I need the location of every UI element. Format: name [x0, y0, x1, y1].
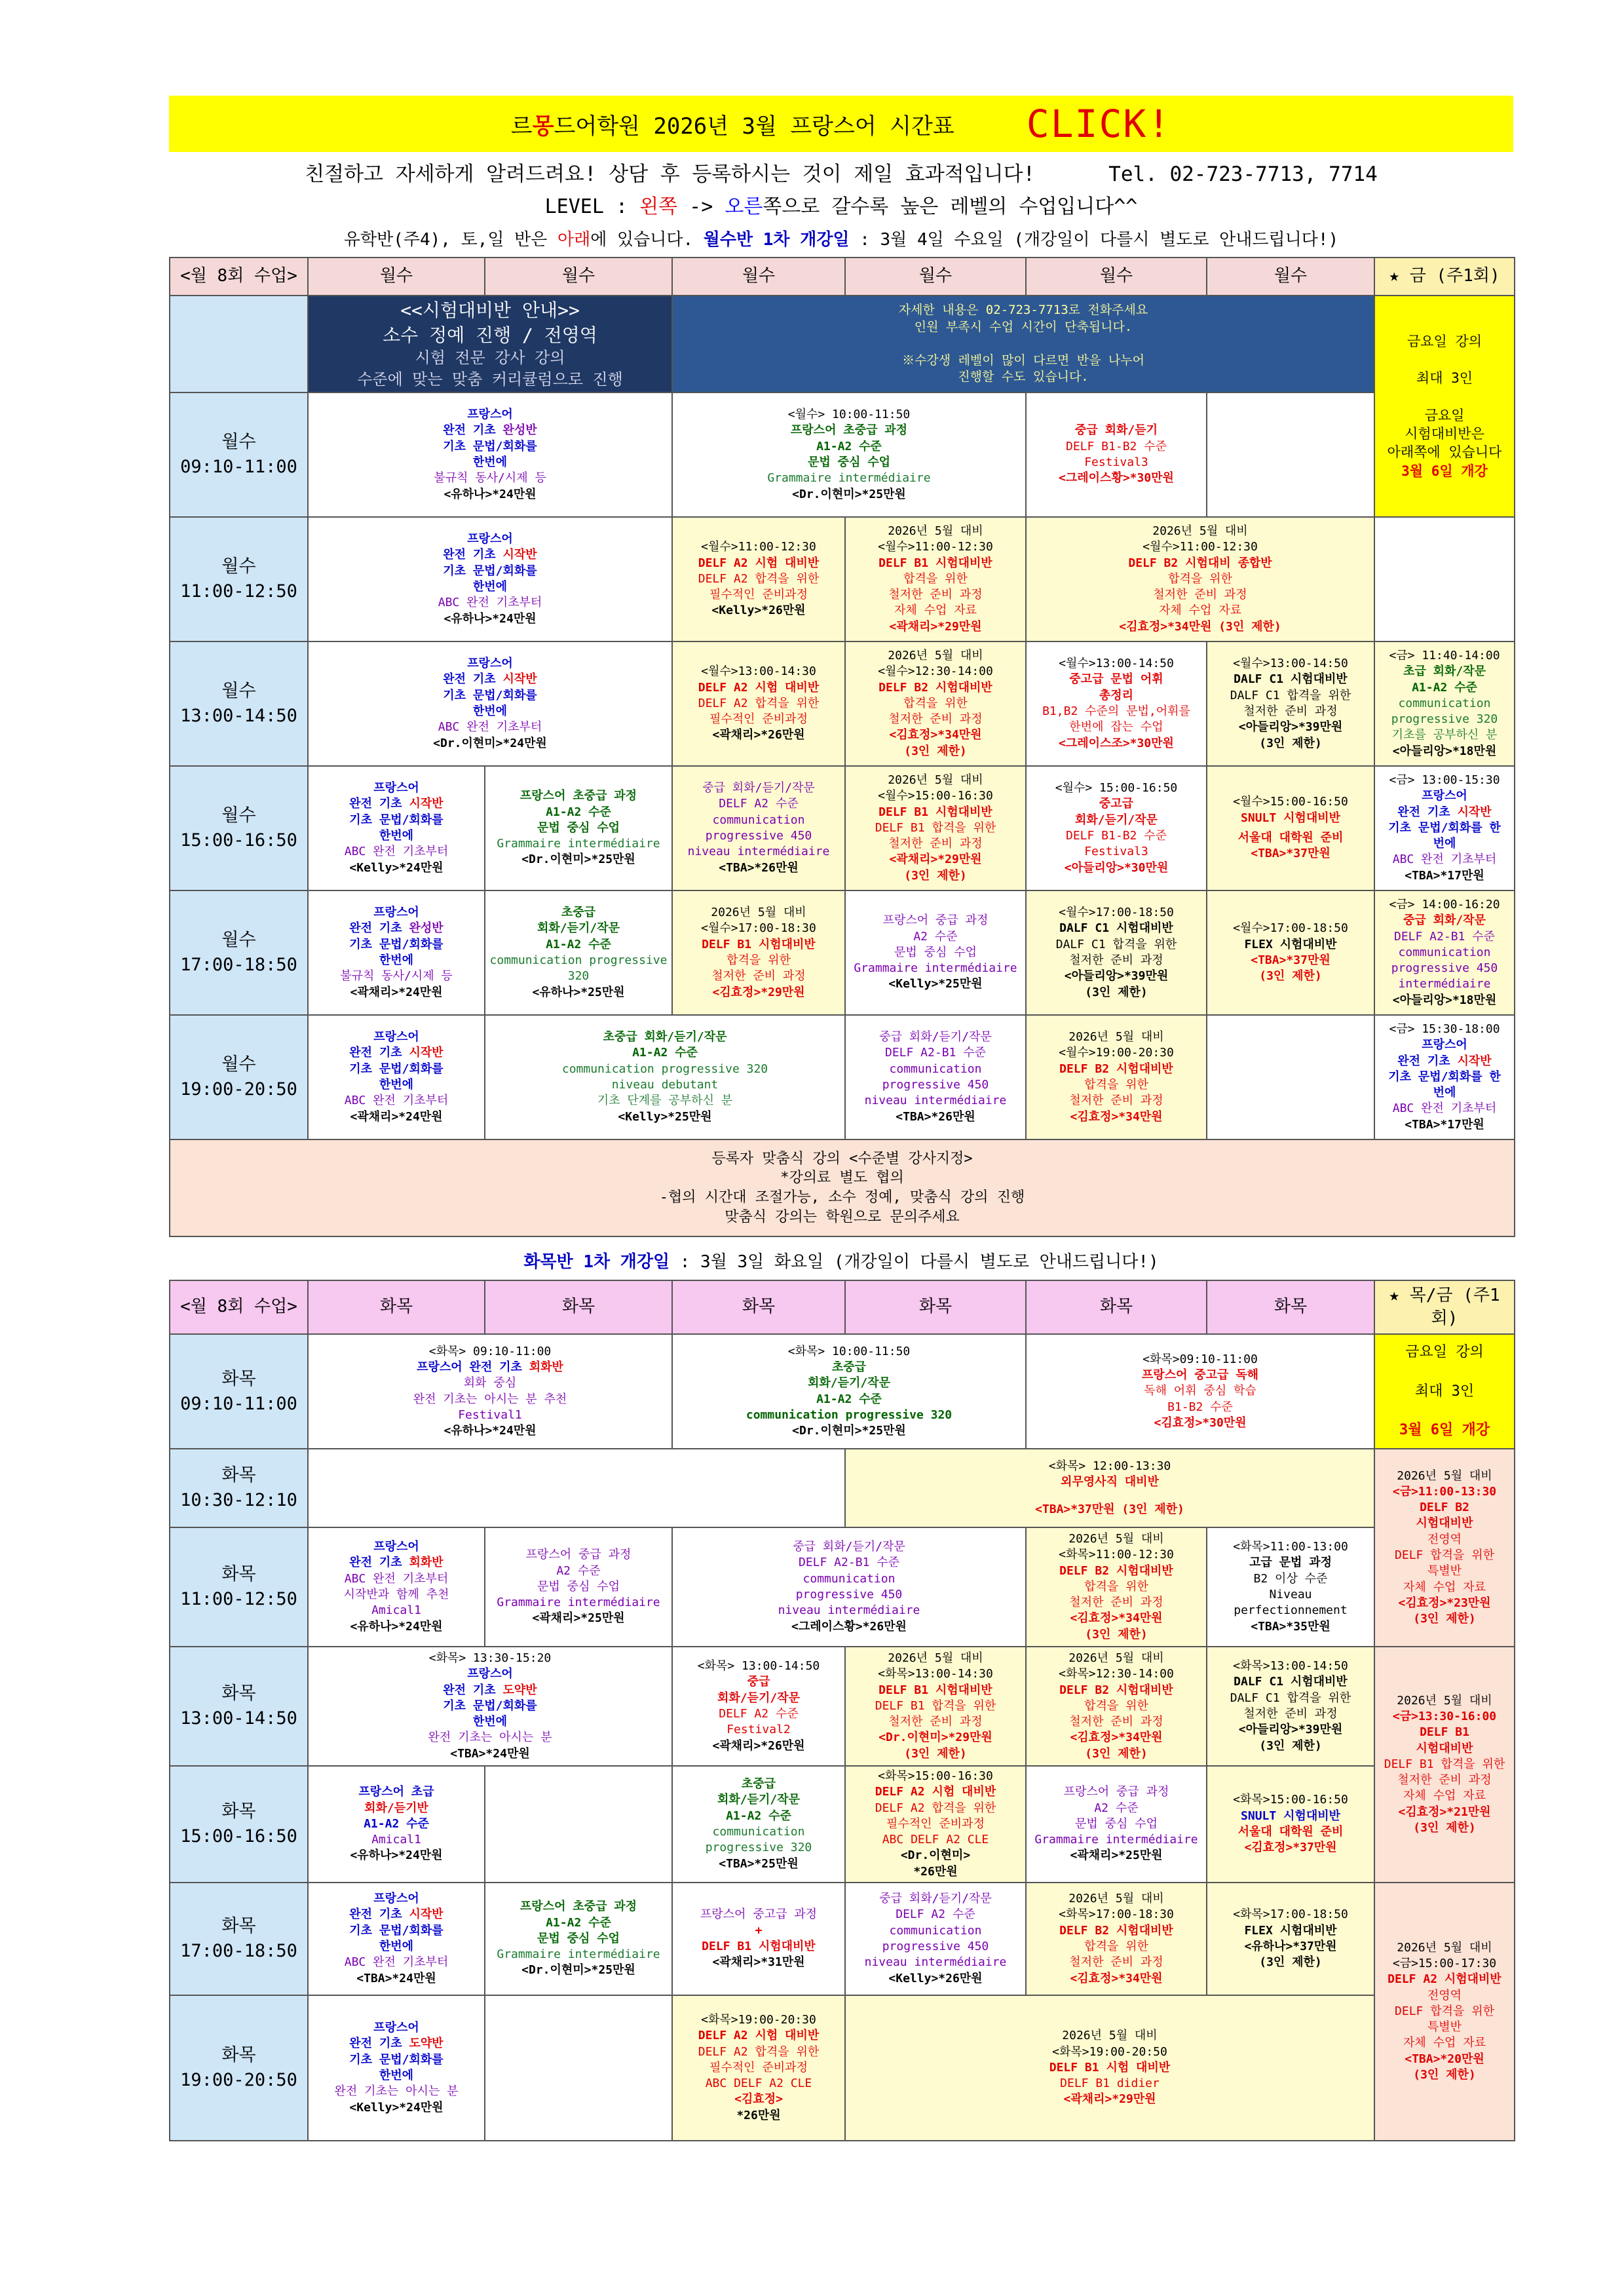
class-cell[interactable]: 프랑스어 완전 기초 시작반 기초 문법/회화를 한번에 ABC 완전 기초부터 <유하나>*24만원 [308, 517, 672, 641]
header-cell: <월 8회 수업> [170, 258, 308, 296]
class-cell[interactable]: <화목> 12:00-13:30 외무영사직 대비반 <TBA>*37만원 (3인 제한) [845, 1449, 1374, 1527]
class-cell[interactable]: 중급 회화/듣기/작문 DELF A2 수준 communication progressive 450 niveau intermédiaire <TBA>*26만원 [672, 766, 845, 890]
class-cell[interactable]: 2026년 5월 대비 <월수>19:00-20:30 DELF B2 시험대비반 합격을 위한 철저한 준비 과정 <김효정>*34만원 [1026, 1015, 1207, 1139]
time-cell: 월수 19:00-20:50 [170, 1015, 308, 1139]
class-cell[interactable]: 프랑스어 완전 기초 회화반 ABC 완전 기초부터 시작반과 함께 추천 Amical1 <유하나>*24만원 [308, 1527, 485, 1647]
class-cell[interactable]: <화목> 13:00-14:50 중급 회화/듣기/작문 DELF A2 수준 Festival2 <곽채리>*26만원 [672, 1647, 845, 1766]
class-cell[interactable]: <월수> 10:00-11:50 프랑스어 초중급 과정 A1-A2 수준 문법 중심 수업 Grammaire intermédiaire <Dr.이현미>*25만원 [672, 392, 1026, 517]
friday-class-cell[interactable]: 2026년 5월 대비 <금>15:00-17:30 DELF A2 시험대비반 전영역 DELF 합격을 위한 특별반 자체 수업 자료 <TBA>*20만원 (3인 제한) [1374, 1883, 1515, 2141]
level-text: LEVEL : 왼쪽 -> 오른쪽으로 갈수록 높은 레벨의 수업입니다^^ [544, 195, 1138, 218]
class-cell[interactable]: 중급 회화/듣기/작문 DELF A2 수준 communication progressive 450 niveau intermédiaire <Kelly>*26만원 [845, 1883, 1026, 1995]
class-cell[interactable]: 2026년 5월 대비 <월수>15:00-16:30 DELF B1 시험대비반 DELF B1 합격을 위한 철저한 준비 과정 <곽채리>*29만원 (3인 제한) [845, 766, 1026, 890]
title-banner [169, 96, 1513, 152]
class-cell[interactable]: 2026년 5월 대비 <월수>17:00-18:30 DELF B1 시험대비반 합격을 위한 철저한 준비 과정 <김효정>*29만원 [672, 890, 845, 1015]
class-cell[interactable]: <화목>15:00-16:50 SNULT 시험대비반 서울대 대학원 준비 <김효정>*37만원 [1207, 1766, 1374, 1883]
empty-cell [1207, 392, 1374, 517]
header-cell: 화목 [1026, 1280, 1207, 1334]
class-cell[interactable]: 프랑스어 완전 기초 완성반 기초 문법/회화를 한번에 불규칙 동사/시제 등 <곽채리>*24만원 [308, 890, 485, 1015]
friday-info: 금요일 강의 최대 3인 금요일 시험대비반은 아래쪽에 있습니다 3월 6일 개강 [1374, 296, 1515, 517]
class-cell[interactable]: <화목> 13:30-15:20 프랑스어 완전 기초 도약반 기초 문법/회화를 한번에 완전 기초는 아시는 분 <TBA>*24만원 [308, 1647, 672, 1766]
time-cell: 화목 11:00-12:50 [170, 1527, 308, 1647]
time-cell: 화목 15:00-16:50 [170, 1766, 308, 1883]
class-cell[interactable]: 2026년 5월 대비 <월수>12:30-14:00 DELF B2 시험대비반 합격을 위한 철저한 준비 과정 <김효정>*34만원 (3인 제한) [845, 641, 1026, 766]
class-cell[interactable]: 프랑스어 완전 기초 시작반 기초 문법/회화를 한번에 ABC 완전 기초부터 <Kelly>*24만원 [308, 766, 485, 890]
class-cell[interactable]: 프랑스어 완전 기초 시작반 기초 문법/회화를 한번에 ABC 완전 기초부터 <TBA>*24만원 [308, 1883, 485, 1995]
time-cell: 월수 09:10-11:00 [170, 392, 308, 517]
empty-cell [308, 1449, 845, 1527]
class-cell[interactable]: 중급 회화/듣기 DELF B1-B2 수준 Festival3 <그레이스황>*30만원 [1026, 392, 1207, 517]
time-cell: 월수 17:00-18:50 [170, 890, 308, 1015]
class-cell[interactable]: 프랑스어 중고급 과정 + DELF B1 시험대비반 <곽채리>*31만원 [672, 1883, 845, 1995]
friday-class-cell[interactable]: <금> 11:40-14:00 초급 회화/작문 A1-A2 수준 communication progressive 320 기초를 공부하신 분 <아들리앙>*18만원 [1374, 641, 1515, 766]
mw-start-note: 유학반(주4), 토,일 반은 아래에 있습니다. 월수반 1차 개강일 : 3월 4일 수요일 (개강일이 다를시 별도로 안내드립니다!) [343, 230, 1339, 250]
class-cell[interactable]: <월수>13:00-14:50 DALF C1 시험대비반 DALF C1 합격을 위한 철저한 준비 과정 <아들리앙>*39만원 (3인 제한) [1207, 641, 1374, 766]
friday-class-cell[interactable]: <금> 13:00-15:30 프랑스어 완전 기초 시작반 기초 문법/회화를 한 번에 ABC 완전 기초부터 <TBA>*17만원 [1374, 766, 1515, 890]
class-cell[interactable]: 2026년 5월 대비 <화목>11:00-12:30 DELF B2 시험대비반 합격을 위한 철저한 준비 과정 <김효정>*34만원 (3인 제한) [1026, 1527, 1207, 1647]
class-cell[interactable]: 중급 회화/듣기/작문 DELF A2-B1 수준 communication progressive 450 niveau intermédiaire <그레이스황>*26만원 [672, 1527, 1026, 1647]
class-cell[interactable]: 프랑스어 중급 과정 A2 수준 문법 중심 수업 Grammaire intermédiaire <Kelly>*25만원 [845, 890, 1026, 1015]
empty-cell [1207, 1015, 1374, 1139]
header-cell: 월수 [1026, 258, 1207, 296]
header-cell: <월 8회 수업> [170, 1280, 308, 1334]
empty-cell [485, 1995, 672, 2141]
page-title: 르몽드어학원 2026년 3월 프랑스어 시간표 [510, 113, 954, 140]
class-cell[interactable]: 2026년 5월 대비 <화목>13:00-14:30 DELF B1 시험대비반 DELF B1 합격을 위한 철저한 준비 과정 <Dr.이현미>*29만원 (3인 제한) [845, 1647, 1026, 1766]
class-cell[interactable]: 초중급 회화/듣기/작문 A1-A2 수준 communication progressive 320 <TBA>*25만원 [672, 1766, 845, 1883]
class-cell[interactable]: <월수> 15:00-16:50 중고급 회화/듣기/작문 DELF B1-B2 수준 Festival3 <아들리앙>*30만원 [1026, 766, 1207, 890]
class-cell[interactable]: 중급 회화/듣기/작문 DELF A2-B1 수준 communication progressive 450 niveau intermédiaire <TBA>*26만원 [845, 1015, 1026, 1139]
time-cell: 월수 15:00-16:50 [170, 766, 308, 890]
class-cell[interactable]: 프랑스어 초중급 과정 A1-A2 수준 문법 중심 수업 Grammaire intermédiaire <Dr.이현미>*25만원 [485, 1883, 672, 1995]
class-cell[interactable]: <월수>15:00-16:50 SNULT 시험대비반 서울대 대학원 준비 <TBA>*37만원 [1207, 766, 1374, 890]
header-cell: 월수 [672, 258, 845, 296]
mw-timetable [169, 257, 1515, 1237]
class-cell[interactable]: <화목> 09:10-11:00 프랑스어 완전 기초 회화반 회화 중심 완전 기초는 아시는 분 추천 Festival1 <유하나>*24만원 [308, 1334, 672, 1449]
header-cell: 화목 [672, 1280, 845, 1334]
class-cell[interactable]: <화목>13:00-14:50 DALF C1 시험대비반 DALF C1 합격을 위한 철저한 준비 과정 <아들리앙>*39만원 (3인 제한) [1207, 1647, 1374, 1766]
header-cell: 화목 [485, 1280, 672, 1334]
friday-info: 금요일 강의 최대 3인 3월 6일 개강 [1374, 1334, 1515, 1449]
empty-cell [485, 1766, 672, 1883]
class-cell[interactable]: 2026년 5월 대비 <월수>11:00-12:30 DELF B2 시험대비 종합반 합격을 위한 철저한 준비 과정 자체 수업 자료 <김효정>*34만원 (3인 제한) [1026, 517, 1374, 641]
time-cell: 화목 09:10-11:00 [170, 1334, 308, 1449]
time-cell: 월수 13:00-14:50 [170, 641, 308, 766]
time-cell: 화목 19:00-20:50 [170, 1995, 308, 2141]
header-cell: 월수 [485, 258, 672, 296]
class-cell[interactable]: <화목>15:00-16:30 DELF A2 시험 대비반 DELF A2 합격을 위한 필수적인 준비과정 ABC DELF A2 CLE <Dr.이현미> *26만원 [845, 1766, 1026, 1883]
class-cell[interactable]: 초중급 회화/듣기/작문 A1-A2 수준 communication progressive 320 <유하나>*25만원 [485, 890, 672, 1015]
custom-lecture-note: 등록자 맞춤식 강의 <수준별 강사지정> *강의료 별도 협의 -협의 시간대 조절가능, 소수 정예, 맞춤식 강의 진행 맞춤식 강의는 학원으로 문의주세요 [170, 1139, 1515, 1236]
time-cell [170, 296, 308, 392]
header-cell: 월수 [308, 258, 485, 296]
class-cell[interactable]: 프랑스어 중급 과정 A2 수준 문법 중심 수업 Grammaire intermédiaire <곽채리>*25만원 [485, 1527, 672, 1647]
header-cell: 월수 [1207, 258, 1374, 296]
class-cell[interactable]: 프랑스어 완전 기초 도약반 기초 문법/회화를 한번에 완전 기초는 아시는 분 <Kelly>*24만원 [308, 1995, 485, 2141]
class-cell[interactable]: <월수>13:00-14:30 DELF A2 시험 대비반 DELF A2 합격을 위한 필수적인 준비과정 <곽채리>*26만원 [672, 641, 845, 766]
class-cell[interactable]: 프랑스어 초중급 과정 A1-A2 수준 문법 중심 수업 Grammaire intermédiaire <Dr.이현미>*25만원 [485, 766, 672, 890]
friday-class-cell[interactable]: 2026년 5월 대비 <금>11:00-13:30 DELF B2 시험대비반 전영역 DELF 합격을 위한 특별반 자체 수업 자료 <김효정>*23만원 (3인 제한) [1374, 1449, 1515, 1647]
time-cell: 화목 13:00-14:50 [170, 1647, 308, 1766]
friday-class-cell[interactable]: 2026년 5월 대비 <금>13:30-16:00 DELF B1 시험대비반 DELF B1 합격을 위한 철저한 준비 과정 자체 수업 자료 <김효정>*21만원 (3인 제한) [1374, 1647, 1515, 1883]
time-cell: 월수 11:00-12:50 [170, 517, 308, 641]
tt-timetable [169, 1280, 1515, 2141]
class-cell[interactable]: 프랑스어 중급 과정 A2 수준 문법 중심 수업 Grammaire intermédiaire <곽채리>*25만원 [1026, 1766, 1207, 1883]
time-cell: 화목 17:00-18:50 [170, 1883, 308, 1995]
exam-contact-box: 자세한 내용은 02-723-7713로 전화주세요 인원 부족시 수업 시간이 단축됩니다. ※수강생 레벨이 많이 다르면 반을 나누어 진행할 수도 있습니다. [672, 296, 1374, 392]
class-cell[interactable]: <화목>11:00-13:00 고급 문법 과정 B2 이상 수준 Niveau perfectionnement <TBA>*35만원 [1207, 1527, 1374, 1647]
class-cell[interactable]: 프랑스어 완전 기초 완성반 기초 문법/회화를 한번에 불규칙 동사/시제 등 <유하나>*24만원 [308, 392, 672, 517]
header-cell: ★ 금 (주1회) [1374, 258, 1515, 296]
intro-text: 친절하고 자세하게 알려드려요! 상담 후 등록하시는 것이 제일 효과적입니다! Tel. 02-723-7713, 7714 [305, 163, 1378, 186]
class-cell[interactable]: <월수>13:00-14:50 중고급 문법 어휘 총정리 B1,B2 수준의 문법,어휘를 한번에 잡는 수업 <그레이스조>*30만원 [1026, 641, 1207, 766]
tt-start-note: 화목반 1차 개강일 : 3월 3일 화요일 (개강일이 다를시 별도로 안내드립니다!) [523, 1252, 1159, 1272]
friday-class-cell[interactable]: <금> 14:00-16:20 중급 회화/작문 DELF A2-B1 수준 communication progressive 450 intermédiaire <아들리앙>*18만원 [1374, 890, 1515, 1015]
class-cell[interactable]: 초중급 회화/듣기/작문 A1-A2 수준 communication progressive 320 niveau debutant 기초 단계를 공부하신 분 <Kelly>*25만원 [485, 1015, 845, 1139]
class-cell[interactable]: 프랑스어 완전 기초 시작반 기초 문법/회화를 한번에 ABC 완전 기초부터 <곽채리>*24만원 [308, 1015, 485, 1139]
header-cell: ★ 목/금 (주1회) [1374, 1280, 1515, 1334]
friday-class-cell[interactable]: <금> 15:30-18:00 프랑스어 완전 기초 시작반 기초 문법/회화를 한 번에 ABC 완전 기초부터 <TBA>*17만원 [1374, 1015, 1515, 1139]
empty-cell [1374, 517, 1515, 641]
class-cell[interactable]: <화목> 10:00-11:50 초중급 회화/듣기/작문 A1-A2 수준 communication progressive 320 <Dr.이현미>*25만원 [672, 1334, 1026, 1449]
class-cell[interactable]: 프랑스어 초급 회화/듣기반 A1-A2 수준 Amical1 <유하나>*24만원 [308, 1766, 485, 1883]
class-cell[interactable]: 프랑스어 완전 기초 시작반 기초 문법/회화를 한번에 ABC 완전 기초부터 <Dr.이현미>*24만원 [308, 641, 672, 766]
class-cell[interactable]: <화목>09:10-11:00 프랑스어 중고급 독해 독해 어휘 중심 학습 B1-B2 수준 <김효정>*30만원 [1026, 1334, 1374, 1449]
class-cell[interactable]: 2026년 5월 대비 <월수>11:00-12:30 DELF B1 시험대비반 합격을 위한 철저한 준비 과정 자체 수업 자료 <곽채리>*29만원 [845, 517, 1026, 641]
header-cell: 화목 [1207, 1280, 1374, 1334]
class-cell[interactable]: <월수>17:00-18:50 DALF C1 시험대비반 DALF C1 합격을 위한 철저한 준비 과정 <아들리앙>*39만원 (3인 제한) [1026, 890, 1207, 1015]
class-cell[interactable]: <월수>17:00-18:50 FLEX 시험대비반 <TBA>*37만원 (3인 제한) [1207, 890, 1374, 1015]
header-cell: 월수 [845, 258, 1026, 296]
click-link[interactable]: CLICK! [1026, 102, 1172, 146]
class-cell[interactable]: <화목>19:00-20:30 DELF A2 시험 대비반 DELF A2 합격을 위한 필수적인 준비과정 ABC DELF A2 CLE <김효정> *26만원 [672, 1995, 845, 2141]
exam-intro-box: <<시험대비반 안내>> 소수 정예 진행 / 전영역 시험 전문 강사 강의 수준에 맞는 맞춤 커리큘럼으로 진행 [308, 296, 672, 392]
header-cell: 화목 [845, 1280, 1026, 1334]
header-cell: 화목 [308, 1280, 485, 1334]
class-cell[interactable]: 2026년 5월 대비 <화목>12:30-14:00 DELF B2 시험대비반 합격을 위한 철저한 준비 과정 <김효정>*34만원 (3인 제한) [1026, 1647, 1207, 1766]
class-cell[interactable]: <화목>17:00-18:50 FLEX 시험대비반 <유하나>*37만원 (3인 제한) [1207, 1883, 1374, 1995]
class-cell[interactable]: <월수>11:00-12:30 DELF A2 시험 대비반 DELF A2 합격을 위한 필수적인 준비과정 <Kelly>*26만원 [672, 517, 845, 641]
time-cell: 화목 10:30-12:10 [170, 1449, 308, 1527]
class-cell[interactable]: 2026년 5월 대비 <화목>17:00-18:30 DELF B2 시험대비반 합격을 위한 철저한 준비 과정 <김효정>*34만원 [1026, 1883, 1207, 1995]
class-cell[interactable]: 2026년 5월 대비 <화목>19:00-20:50 DELF B1 시험 대비반 DELF B1 didier <곽채리>*29만원 [845, 1995, 1374, 2141]
